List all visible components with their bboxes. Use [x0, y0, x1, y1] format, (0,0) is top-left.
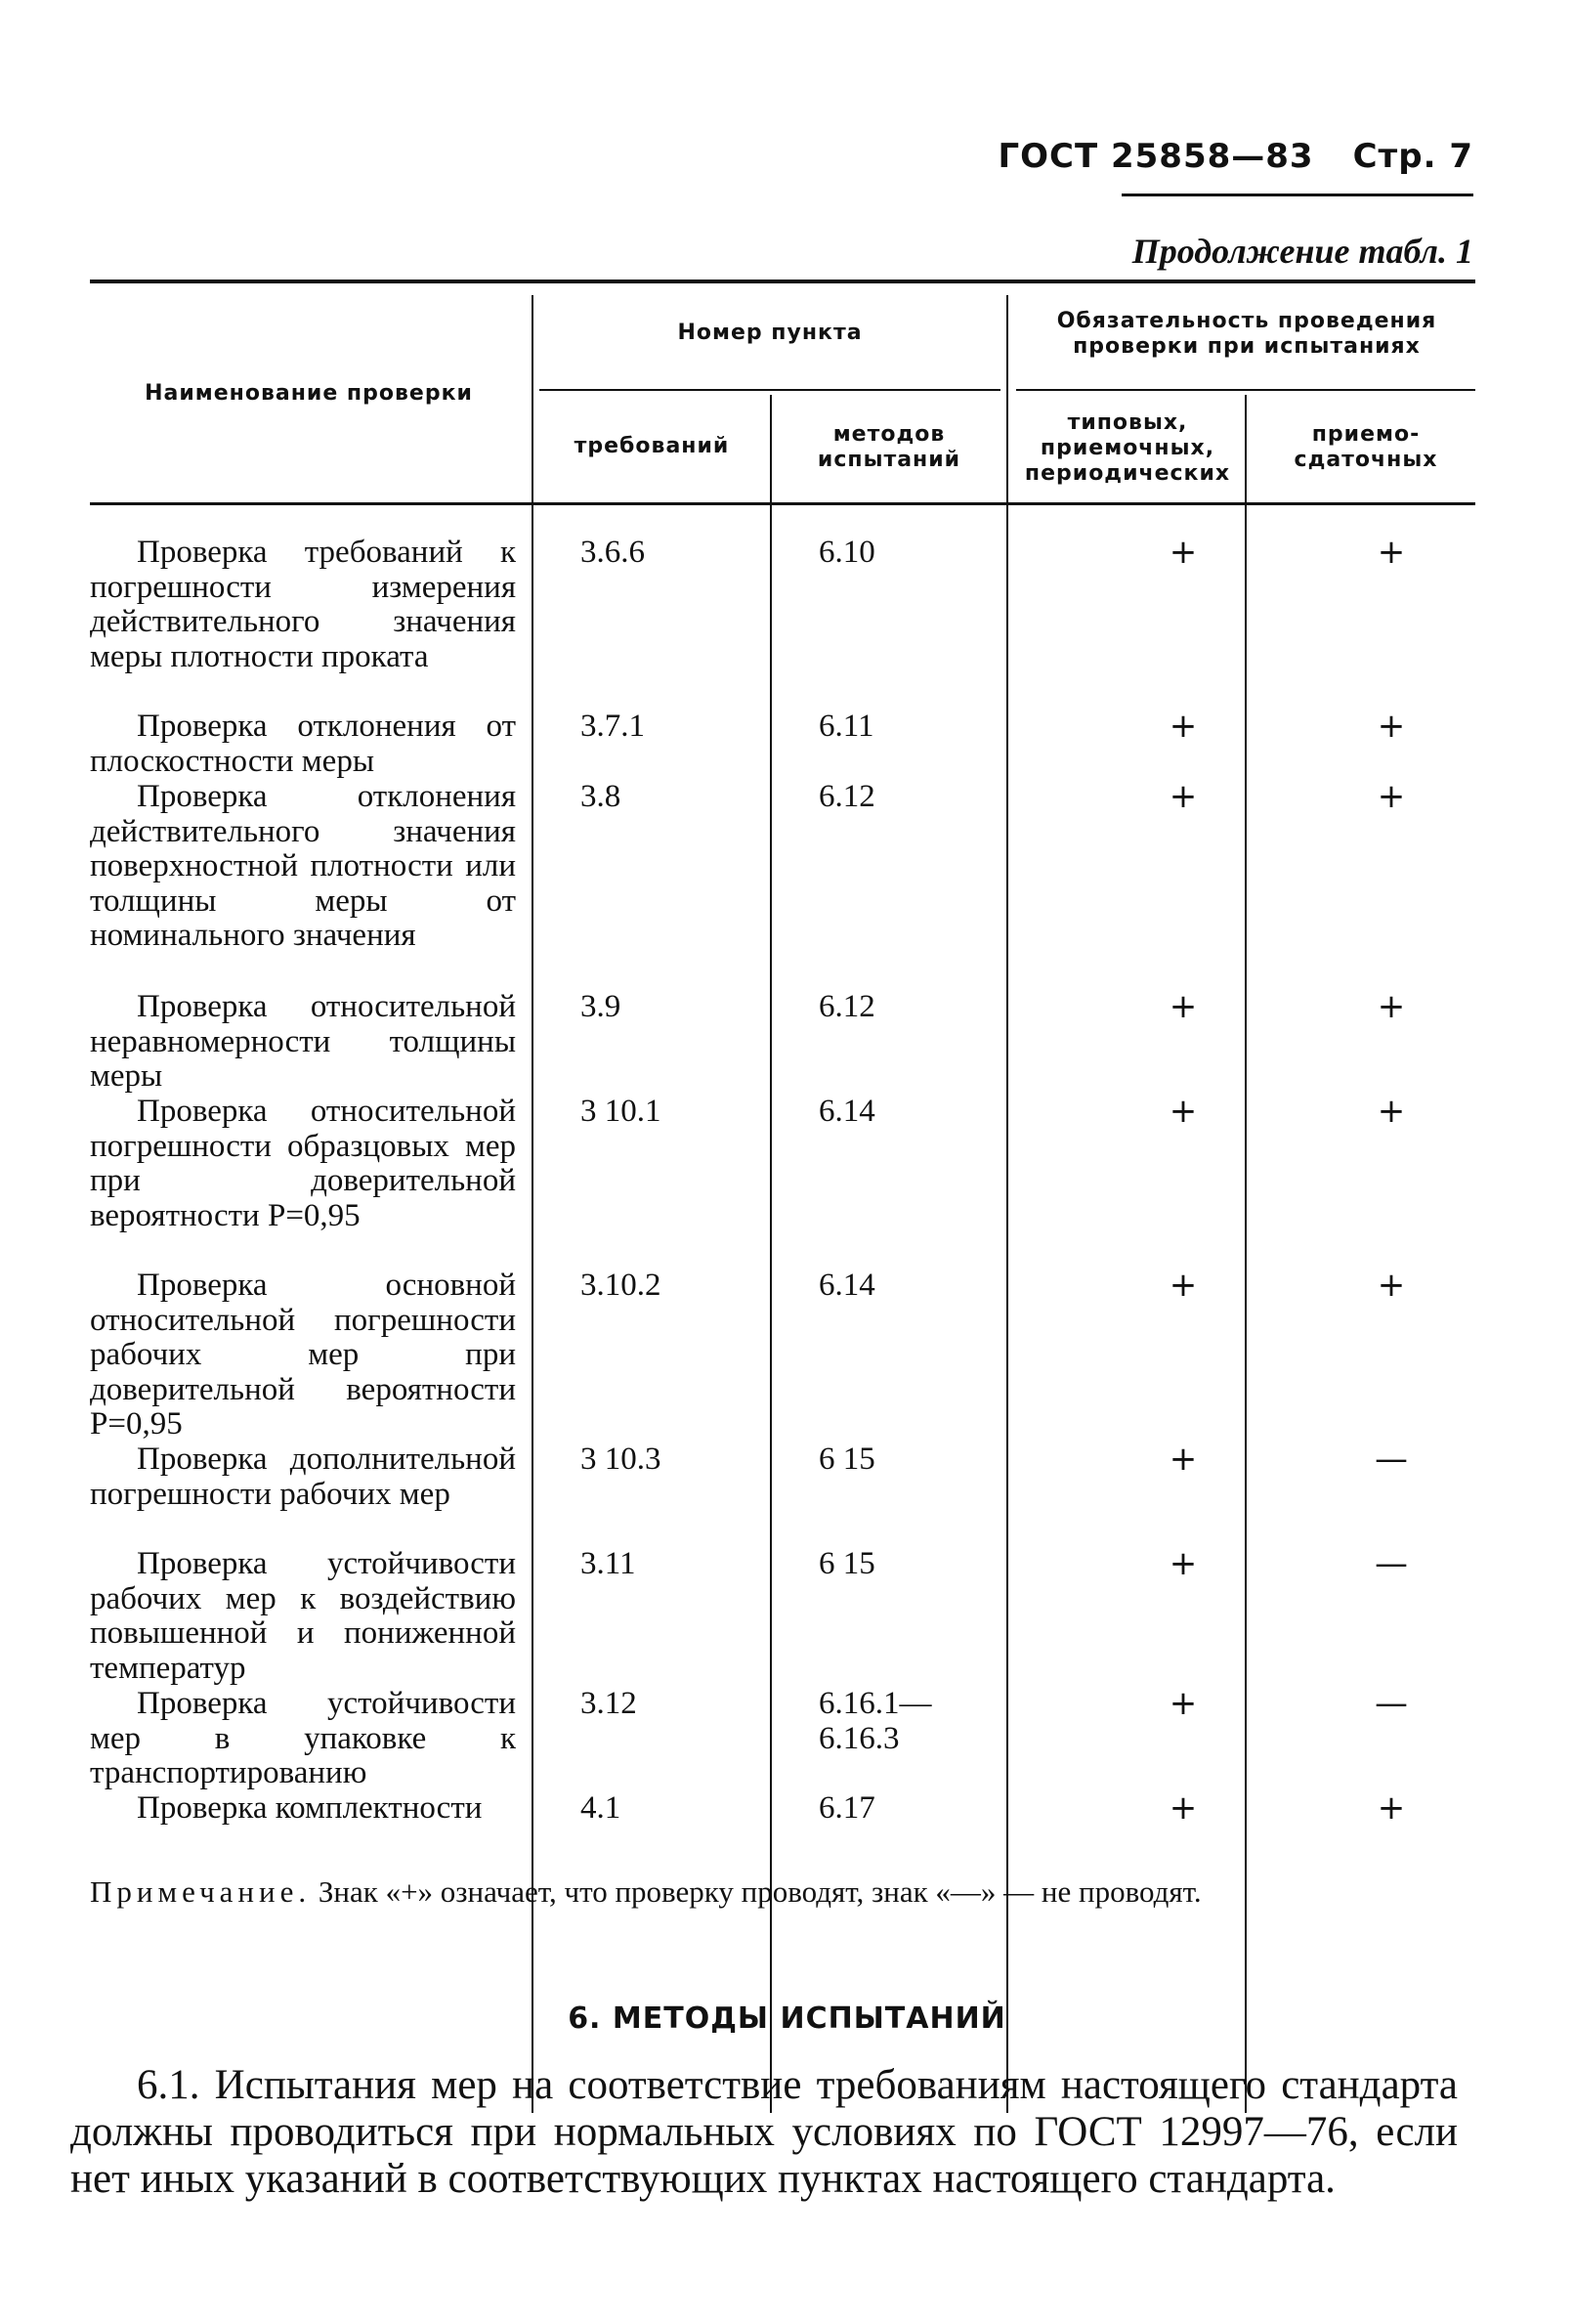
note-label: Примечание.: [90, 1874, 312, 1909]
row-typical-mark: +: [1169, 1544, 1198, 1583]
table-note: [90, 1874, 1475, 1910]
row-typical-mark: +: [1169, 533, 1198, 572]
col-header-points: Номер пункта: [677, 321, 863, 345]
page-header: [998, 137, 1473, 176]
row-check-name: Проверка требований к погрешности измерения действительного значения меры плотности проката: [90, 535, 516, 674]
col-header-requirements: требований: [574, 434, 730, 458]
row-typical-mark: +: [1169, 1440, 1198, 1479]
row-acceptance-mark: +: [1377, 707, 1406, 746]
row-check-name: Проверка основной относительной погрешности рабочих мер при доверительной вероятности P=0,95: [90, 1268, 516, 1442]
body-divider-4: [1245, 510, 1247, 2113]
row-typical-mark: +: [1169, 1266, 1198, 1305]
row-methods: 6.12: [819, 989, 875, 1024]
section-title: 6. МЕТОДЫ ИСПЫТАНИЙ: [568, 2001, 1006, 2036]
row-acceptance-mark: +: [1377, 533, 1406, 572]
table-top-rule: [90, 280, 1475, 283]
row-methods: 6 15: [819, 1546, 875, 1581]
row-methods: 6.10: [819, 535, 875, 570]
row-methods: 6.14: [819, 1268, 875, 1303]
row-typical-mark: +: [1169, 1092, 1198, 1131]
row-requirements: 3 10.1: [580, 1094, 661, 1129]
body-divider-1: [532, 510, 533, 2113]
row-acceptance-mark: —: [1375, 1440, 1408, 1479]
row-typical-mark: +: [1169, 987, 1198, 1026]
row-requirements: 3.6.6: [580, 535, 645, 570]
row-acceptance-mark: +: [1377, 1788, 1406, 1828]
header-bottom-rule: [90, 502, 1475, 505]
col-header-mandatory: Обязательность проведения проверки при испытаниях: [1056, 309, 1437, 359]
section-paragraph: 6.1. Испытания мер на соответствие требованиям настоящего стандарта должны проводиться при нормальных условиях по ГОСТ 12997—76, если нет иных указаний в соответствующих пунктах настоящего стандарта.: [70, 2062, 1458, 2202]
row-check-name: Проверка комплектности: [137, 1790, 483, 1826]
row-requirements: 3.9: [580, 989, 621, 1024]
row-acceptance-mark: —: [1375, 1544, 1408, 1583]
row-acceptance-mark: +: [1377, 1266, 1406, 1305]
row-typical-mark: +: [1169, 707, 1198, 746]
col-header-methods: методов испытаний: [817, 422, 961, 472]
col-header-typical: типовых, приемочных, периодических: [1024, 410, 1231, 486]
row-check-name: Проверка относительной неравномерности толщины меры: [90, 989, 516, 1094]
row-requirements: 3.11: [580, 1546, 636, 1581]
row-check-name: Проверка относительной погрешности образцовых мер при доверительной вероятности P=0,95: [90, 1094, 516, 1233]
row-methods: 6.17: [819, 1790, 875, 1826]
body-divider-3: [1006, 510, 1008, 2113]
row-requirements: 3 10.3: [580, 1442, 661, 1477]
row-acceptance-mark: +: [1377, 777, 1406, 816]
row-check-name: Проверка устойчивости мер в упаковке к транспортированию: [90, 1686, 516, 1790]
row-typical-mark: +: [1169, 1684, 1198, 1723]
table-continuation-label: Продолжение табл. 1: [1131, 232, 1473, 271]
col-header-name: Наименование проверки: [145, 381, 473, 406]
row-requirements: 3.7.1: [580, 709, 645, 744]
row-acceptance-mark: +: [1377, 987, 1406, 1026]
row-typical-mark: +: [1169, 777, 1198, 816]
page-number: Стр. 7: [1352, 137, 1473, 176]
row-methods: 6.12: [819, 779, 875, 814]
note-text: Знак «+» означает, что проверку проводят, знак «—» — не проводят.: [318, 1874, 1202, 1909]
col-header-acceptance: приемо-сдаточных: [1294, 422, 1438, 472]
row-methods: 6 15: [819, 1442, 875, 1477]
row-acceptance-mark: —: [1375, 1684, 1408, 1723]
row-check-name: Проверка отклонения от плоскостности меры: [90, 709, 516, 779]
header-subrule-mandatory: [1016, 389, 1475, 391]
header-rule: [1122, 194, 1473, 196]
row-requirements: 3.12: [580, 1686, 637, 1721]
row-check-name: Проверка устойчивости рабочих мер к воздействию повышенной и пониженной температур: [90, 1546, 516, 1686]
row-acceptance-mark: +: [1377, 1092, 1406, 1131]
row-requirements: 4.1: [580, 1790, 621, 1826]
row-check-name: Проверка дополнительной погрешности рабочих мер: [90, 1442, 516, 1512]
row-requirements: 3.10.2: [580, 1268, 661, 1303]
row-methods: 6.11: [819, 709, 874, 744]
standard-number: ГОСТ 25858—83: [998, 137, 1314, 176]
body-divider-2: [770, 510, 772, 2113]
row-typical-mark: +: [1169, 1788, 1198, 1828]
row-methods: 6.14: [819, 1094, 875, 1129]
row-methods: 6.16.1—6.16.3: [819, 1686, 932, 1756]
header-subrule-points: [539, 389, 1000, 391]
row-check-name: Проверка отклонения действительного значения поверхностной плотности или толщины меры от номинального значения: [90, 779, 516, 953]
row-requirements: 3.8: [580, 779, 621, 814]
